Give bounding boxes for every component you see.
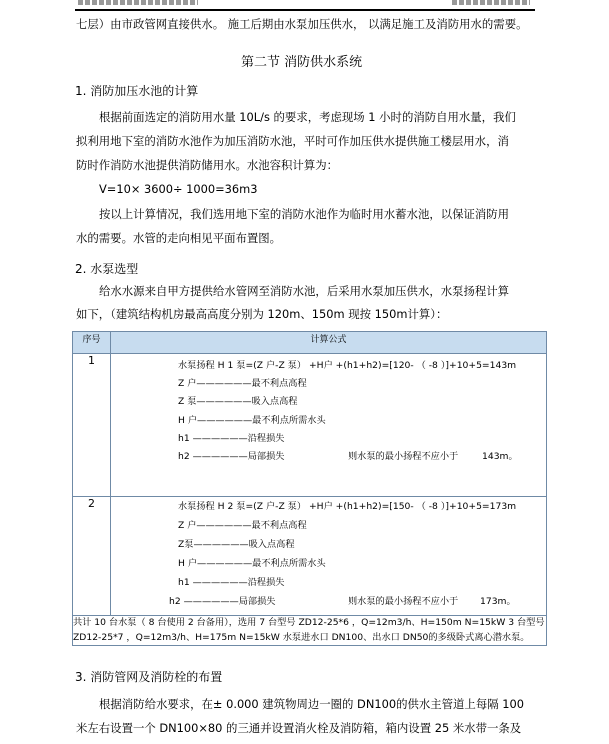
formula-cell <box>111 354 547 497</box>
section-title: 第二节 消防供水系统 <box>241 55 363 70</box>
heading-1: 1. 消防加压水池的计算 <box>75 84 199 98</box>
heading-2: 2. 水泵选型 <box>75 262 139 276</box>
legend-text: h2 ——————局部损失 <box>178 450 285 462</box>
legend-text: h2 ——————局部损失 <box>169 595 276 607</box>
paragraph-line: 米左右设置一个 DN100×80 的三通并设置消火栓及消防箱，箱内设置 25 米水带一条及 <box>76 721 522 735</box>
table-header-row <box>73 332 547 354</box>
min-head-note: 则水泵的最小扬程不应小于 <box>348 595 459 607</box>
min-head-value: 173m。 <box>480 595 516 607</box>
header-rule <box>75 9 535 11</box>
row-number: 2 <box>73 497 111 616</box>
legend-line: Z 户——————最不利点高程 <box>178 519 307 531</box>
legend-line <box>111 448 546 466</box>
legend-line: Z泵——————吸入点高程 <box>178 538 295 550</box>
legend-line: H 户——————最不利点所需水头 <box>178 557 326 569</box>
formula-line: 水泵扬程 H 1 泵=(Z 户-Z 泵） +H户 +(h1+h2)=[120- （ -8 ）]+10+5=143m <box>178 360 517 371</box>
min-head-value: 143m。 <box>482 450 518 462</box>
row-number: 1 <box>73 354 111 497</box>
legend-line: Z 泵——————吸入点高程 <box>178 396 298 408</box>
col-header-formula: 计算公式 <box>111 332 547 354</box>
paragraph-line: 根据前面选定的消防用水量 10L/s 的要求，考虑现场 1 小时的消防自用水量，我们 <box>99 110 516 124</box>
paragraph-line: 给水水源来自甲方提供给水管网至消防水池，后采用水泵加压供水，水泵扬程计算 <box>99 284 510 298</box>
legend-line: h1 ——————沿程损失 <box>178 432 285 444</box>
formula-cell <box>111 497 547 616</box>
table-row <box>73 354 547 497</box>
intro-line: 七层）由市政管网直接供水。 施工后期由水泵加压供水， 以满足施工及消防用水的需要。 <box>76 17 528 31</box>
legend-line: h1 ——————沿程损失 <box>178 576 285 588</box>
paragraph-line: 防时作消防水池提供消防储用水。水池容积计算为： <box>76 158 338 172</box>
legend-line <box>111 592 546 611</box>
paragraph-line: 拟利用地下室的消防水池作为加压消防水池，平时可作加压供水提供施工楼层用水，消 <box>76 134 509 148</box>
table-row <box>73 497 547 616</box>
paragraph-line: 水的需要。水管的走向相见平面布置图。 <box>76 231 282 245</box>
heading-3: 3. 消防管网及消防栓的布置 <box>75 670 223 684</box>
legend-line: Z 户——————最不利点高程 <box>178 378 307 390</box>
pump-summary: 共计 10 台水泵（ 8 台使用 2 台备用），选用 7 台型号 ZD12-25*6 ，Q=12m3/h、H=150m N=15kW 3 台型号 ZD12-25*7 ，Q=12m3/h、H=175m N=15kW 水泵进水口 DN100、出水口 DN50的多级卧式离心潜水泵。 <box>73 616 547 646</box>
col-header-no: 序号 <box>73 332 111 354</box>
table-summary-row <box>73 616 547 646</box>
legend-line: H 户——————最不利点所需水头 <box>178 414 326 426</box>
pump-calc-table <box>72 331 547 646</box>
min-head-note: 则水泵的最小扬程不应小于 <box>348 450 459 462</box>
header-fragment <box>452 0 530 5</box>
header-fragment <box>78 0 198 5</box>
paragraph-line: 按以上计算情况，我们选用地下室的消防水池作为临时用水蓄水池，以保证消防用 <box>99 207 510 221</box>
paragraph-line: 根据消防给水要求，在± 0.000 建筑物周边一圈的 DN100的供水主管道上每隔 100 <box>99 697 524 711</box>
formula-volume: V=10× 3600÷ 1000=36m3 <box>99 182 258 196</box>
paragraph-line: 如下，（建筑结构机房最高高度分别为 120m、150m 现按 150m计算）： <box>76 307 448 321</box>
formula-line: 水泵扬程 H 2 泵=(Z 户-Z 泵） +H户 +(h1+h2)=[150- （ -8 ）]+10+5=173m <box>178 501 517 512</box>
